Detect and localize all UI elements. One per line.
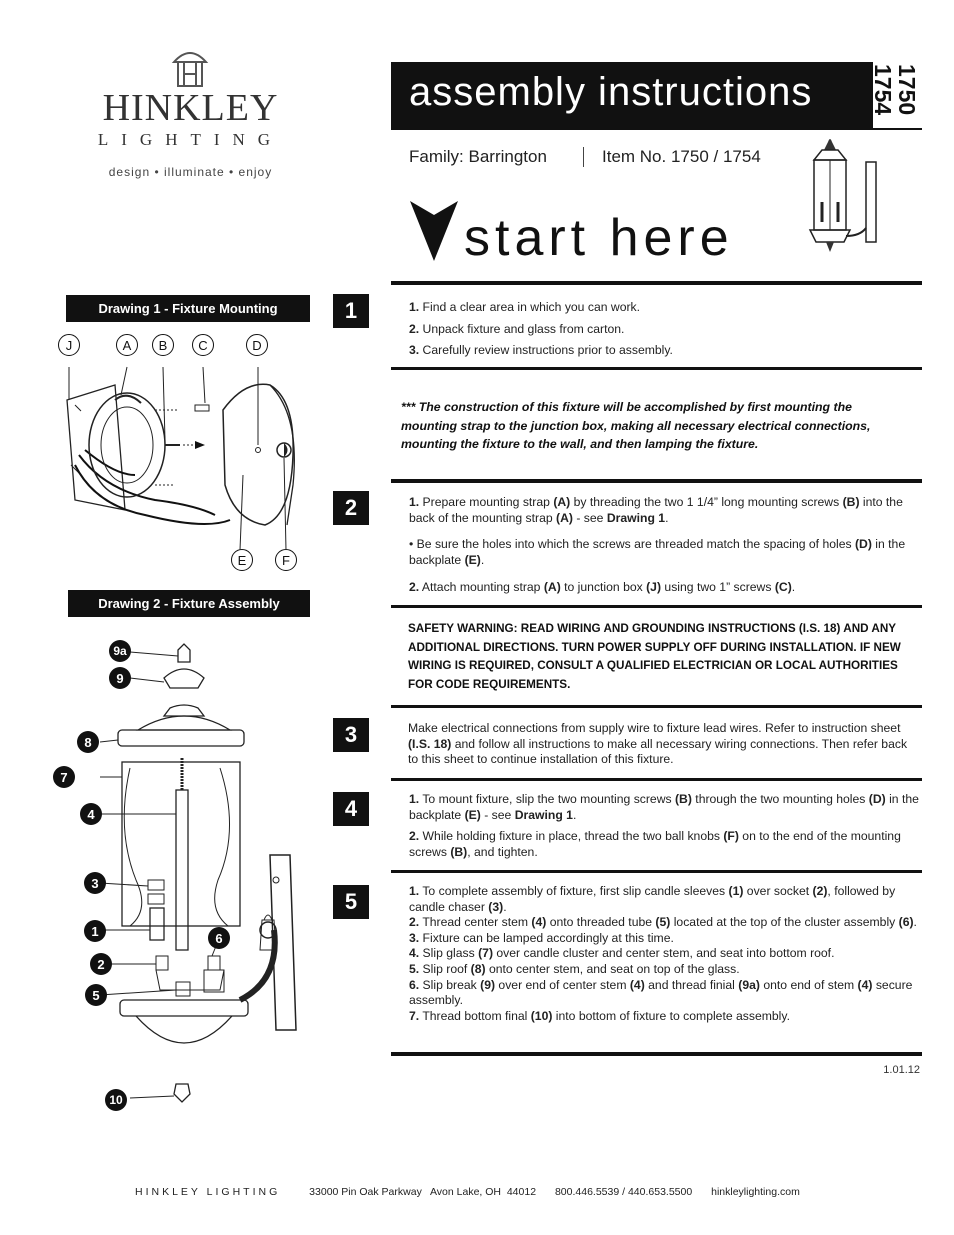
item-number: Item No. 1750 / 1754 [602,147,761,166]
fixture-thumbnail [800,132,880,272]
title-bar [391,62,873,128]
footer [135,1186,895,1198]
fixture-assembly-diagram [100,630,310,1120]
step-2-para-2: • Be sure the holes into which the screws are threaded match the spacing of holes (D) in the backplate (E). [409,537,906,567]
family-label: Family: Barrington [409,147,547,166]
step-2-para-3: 2. Attach mounting strap (A) to junction box (J) using two 1” screws (C). [409,580,796,595]
callout-2: 2 [90,953,112,975]
callout-a: A [116,334,138,356]
rule-5 [391,705,922,708]
callout-3: 3 [84,872,106,894]
item-codes [870,62,927,128]
construction-note: *** The construction of this fixture will be accomplished by first mounting the mounting strap to the junction box, making all necessary electrical connections, mounting the fixture to the wall, and then lamping the fixture. [401,400,871,451]
step-5-line: 2. Thread center stem (4) onto threaded tube (5) located at the top of the cluster assembly (6). [409,915,917,930]
step-5-line: 1. To complete assembly of fixture, first slip candle sleeves (1) over socket (2), followed by candle chaser (3). [409,884,896,914]
drawing-1-title: Drawing 1 - Fixture Mounting [66,295,310,322]
rule-3 [391,479,922,483]
step-2-badge: 2 [333,491,369,525]
step-1-item: 2. Unpack fixture and glass from carton. [409,321,625,336]
brand-tagline: design • illuminate • enjoy [108,165,273,179]
step-4-text [409,792,919,866]
callout-4: 4 [80,803,102,825]
step-5-text [409,884,921,1024]
callout-c: C [192,334,214,356]
header-rule [391,128,922,130]
brand-sub: LIGHTING [97,130,284,149]
step-2-text [409,495,919,602]
step-1-badge: 1 [333,294,369,328]
callout-b: B [152,334,174,356]
callout-5: 5 [85,984,107,1006]
step-5-line: 5. Slip roof (8) onto center stem, and seat on top of the glass. [409,961,740,976]
fixture-mounting-diagram [55,355,305,550]
brand-logo [78,44,303,184]
rule-2 [391,367,922,370]
callout-7: 7 [53,766,75,788]
rule-7 [391,870,922,873]
step-2-para-1: 1. Prepare mounting strap (A) by threading the two 1 1/4” long mounting screws (B) into the back of the mounting strap (A) - see Drawing 1. [409,495,903,525]
start-arrow-icon [410,201,458,261]
step-3-text: Make electrical connections from supply wire to fixture lead wires. Refer to instruction sheet (I.S. 18) and follow all instructions to make all necessary wiring connections. Then refer back to this sheet to continue installation of this fixture. [408,721,908,767]
step-5-line: 4. Slip glass (7) over candle cluster and center stem, and seat into bottom roof. [409,946,835,961]
callout-9: 9 [109,667,131,689]
safety-warning: SAFETY WARNING: READ WIRING AND GROUNDING INSTRUCTIONS (I.S. 18) AND ANY ADDITIONAL DIRECTIONS. TURN POWER SUPPLY OFF DURING INSTALLATION. IF NEW WIRING IS REQUIRED, CONSULT A QUALIFIED ELECTRICIAN OR LOCAL AUTHORITIES FOR CODE REQUIREMENTS. [408,622,901,691]
footer-phone: 800.446.5539 / 440.653.5500 [554,1186,693,1198]
step-5-line: 3. Fixture can be lamped accordingly at this time. [409,930,674,945]
callout-9a: 9a [109,640,131,662]
callout-6: 6 [208,927,230,949]
brand-name: HINKLEY [102,87,279,129]
step-5-line: 6. Slip break (9) over end of center stem (4) and thread finial (9a) onto end of stem (4) secure assembly. [409,977,913,1008]
callout-j: J [58,334,80,356]
rule-1 [391,281,922,285]
step-1-item: 1. Find a clear area in which you can work. [409,300,641,314]
callout-1: 1 [84,920,106,942]
item-code-1750: 1750 [894,64,920,116]
item-code-1754: 1754 [870,64,896,116]
step-1-text [409,297,919,362]
callout-10: 10 [105,1089,127,1111]
step-5-line: 7. Thread bottom final (10) into bottom of fixture to complete assembly. [409,1008,790,1023]
step-5-badge: 5 [333,885,369,919]
callout-8: 8 [77,731,99,753]
version-number: 1.01.12 [883,1064,920,1076]
lantern-logo-icon [168,44,212,90]
step-4-badge: 4 [333,792,369,826]
page-title: assembly instructions [409,70,813,114]
rule-8 [391,1052,922,1056]
callout-f: F [275,549,297,571]
callout-d: D [246,334,268,356]
footer-website[interactable]: hinkleylighting.com [711,1186,800,1198]
callout-e: E [231,549,253,571]
step-3-badge: 3 [333,718,369,752]
start-here-heading: start here [464,209,734,267]
footer-address: 33000 Pin Oak Parkway Avon Lake, OH 44012 [309,1186,537,1198]
rule-4 [391,605,922,608]
step-4-para-1: 1. To mount fixture, slip the two mounting screws (B) through the two mounting holes (D) in the backplate (E) - see Drawing 1. [409,792,919,822]
step-1-item: 3. Carefully review instructions prior to assembly. [409,343,673,357]
drawing-2-title: Drawing 2 - Fixture Assembly [68,590,310,617]
header-divider [583,147,584,167]
footer-company: HINKLEY LIGHTING [135,1186,281,1198]
rule-6 [391,778,922,781]
step-4-para-2: 2. While holding fixture in place, thread the two ball knobs (F) on to the end of the mounting screws (B), and tighten. [409,829,901,859]
